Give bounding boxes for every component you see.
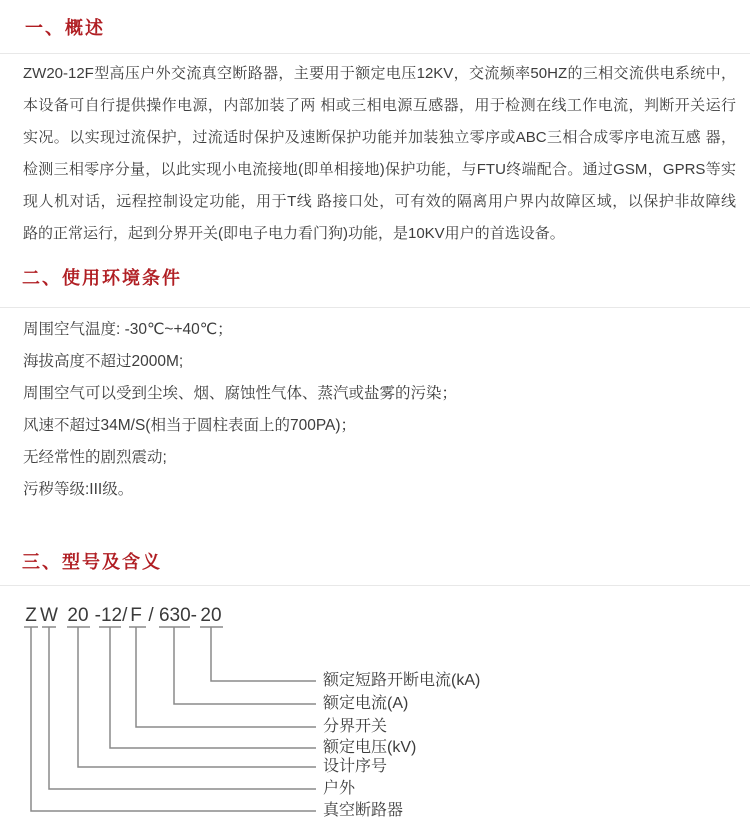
paragraph-line: 本设备可自行提供操作电源，内部加装了两 相或三相电源互感器，用于检测在线工作电流，判断开关运行 [23, 97, 736, 114]
connector-line [67, 627, 316, 767]
model-code-segment: W [40, 605, 58, 626]
model-code-segment: 20 [67, 605, 89, 626]
model-code-segment: 20 [200, 605, 222, 626]
section-overview [0, 0, 750, 250]
section-environment-title: 二、使用环境条件 [22, 268, 182, 288]
model-designation-diagram [0, 586, 750, 830]
environment-condition-item: 周围空气可以受到尘埃、烟、腐蚀性气体、蒸汽或盐雾的污染； [23, 385, 458, 402]
model-meaning-label: 额定电压(kV) [323, 739, 417, 756]
paragraph-line: 实况。以实现过流保护，过流适时保护及速断保护功能并加装独立零序或ABC三相合成零序电流互感 器， [23, 129, 736, 146]
connector-line [200, 627, 316, 681]
model-meaning-label: 分界开关 [323, 718, 388, 735]
environment-condition-list [0, 308, 750, 506]
section-model-title: 三、型号及含义 [22, 552, 162, 572]
paragraph-line: 检测三相零序分量，以此实现小电流接地(即单相接地)保护功能，与FTU终端配合。通过GSM，GPRS等实 [23, 161, 736, 178]
model-meaning-label: 设计序号 [323, 758, 388, 775]
overview-paragraph [0, 54, 750, 250]
model-code-segment: Z [25, 605, 37, 626]
paragraph-line: 路的正常运行，起到分界开关(即电子电力看门狗)功能，是10KV用户的首选设备。 [23, 225, 565, 242]
model-meaning-label: 真空断路器 [323, 802, 404, 819]
model-code-segment: / [148, 605, 154, 626]
connector-line [42, 627, 316, 789]
connector-line [24, 627, 316, 811]
environment-condition-item: 风速不超过34M/S(相当于圆柱表面上的700PA)； [23, 417, 357, 434]
model-meaning-label: 额定短路开断电流(kA) [323, 672, 481, 689]
paragraph-line: ZW20-12F型高压户外交流真空断路器，主要用于额定电压12KV，交流频率50HZ的三相交流供电系统中， [23, 65, 736, 82]
section-environment [0, 250, 750, 506]
environment-condition-item: 污秽等级:III级。 [23, 481, 134, 498]
environment-condition-item: 周围空气温度: -30℃~+40℃； [23, 321, 233, 338]
paragraph-line: 现人机对话，远程控制设定功能，用于T线 路接口处，可有效的隔离用户界内故障区域，以保护非故障线 [23, 193, 736, 210]
section-model-meaning [0, 506, 750, 830]
section-overview-title: 一、概述 [25, 18, 105, 38]
model-code-segment: F [130, 605, 142, 626]
model-meaning-label: 额定电流(A) [323, 695, 409, 712]
environment-condition-item: 无经常性的剧烈震动; [23, 449, 167, 466]
environment-condition-item: 海拔高度不超过2000M; [23, 353, 184, 370]
connector-line [129, 627, 316, 727]
connector-line [99, 627, 316, 748]
connector-line [159, 627, 316, 704]
model-meaning-label: 户外 [323, 780, 356, 797]
model-code-segment: 630- [158, 605, 198, 626]
model-code-segment: -12/ [94, 605, 128, 626]
